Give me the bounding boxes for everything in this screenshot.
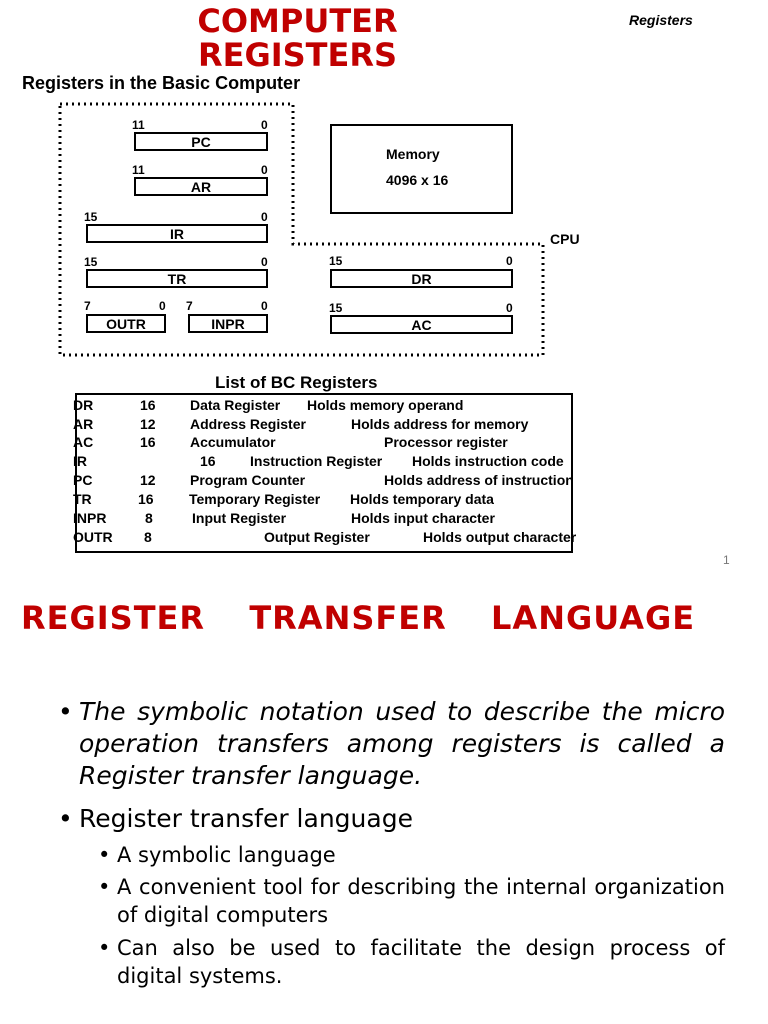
register-outr [86,314,166,333]
ar-hi-bit: 11 [132,163,145,177]
corner-tag: Registers [629,12,693,28]
table-cell-bits: 8 [144,529,152,545]
register-ir-label: IR [170,225,184,242]
table-cell-name: Program Counter [190,472,306,488]
table-cell-function: Holds instruction code [412,453,564,469]
table-cell-function: Holds input character [351,510,495,526]
table-cell-bits: 8 [145,510,153,526]
register-pc-label: PC [191,133,211,150]
list-title: List of BC Registers [215,373,378,392]
table-cell-symbol: IR [73,453,87,469]
table-cell-name: Address Register [190,416,306,432]
register-pc [134,132,268,151]
ac-lo-bit: 0 [506,301,513,315]
sub-bullet-3-text: Can also be used to facilitate the design process of digital systems. [117,936,725,988]
sub-bullet-3-dot: • [98,936,111,960]
table-cell-symbol: OUTR [73,529,113,545]
sub-bullet-2-dot: • [98,875,111,899]
table-cell-name: Accumulator [190,434,276,450]
ar-lo-bit: 0 [261,163,268,177]
table-cell-name: Output Register [264,529,370,545]
tr-hi-bit: 15 [84,255,98,269]
register-dr [330,269,513,288]
outr-hi-bit: 7 [84,299,91,313]
table-cell-function: Processor register [384,434,508,450]
register-tr [86,269,268,288]
ir-hi-bit: 15 [84,210,98,224]
rtl-title: REGISTER TRANSFER LANGUAGE [21,599,696,637]
register-ac-label: AC [411,316,432,333]
table-cell-symbol: AR [73,416,94,432]
dr-lo-bit: 0 [506,254,513,268]
bullet-2 [58,803,725,835]
bullet-2-dot: • [58,804,73,833]
page-number: 1 [723,553,730,567]
sub-bullet-1-dot: • [98,843,111,867]
register-tr-label: TR [167,270,187,287]
memory-size: 4096 x 16 [386,172,449,188]
sub-bullet-2 [98,873,725,929]
ir-lo-bit: 0 [261,210,268,224]
table-cell-function: Holds address of instruction [384,472,574,488]
table-cell-bits: 16 [200,453,216,469]
register-outr-label: OUTR [106,315,146,332]
register-dr-label: DR [411,270,432,287]
table-cell-symbol: DR [73,397,94,413]
register-ir [86,224,268,243]
sub-bullet-1-text: A symbolic language [117,843,336,867]
table-cell-bits: 12 [140,472,156,488]
sub-bullet-3 [98,934,725,990]
register-ar-label: AR [190,178,212,195]
register-ar [134,177,268,196]
memory-label: Memory [386,146,440,162]
table-cell-bits: 16 [138,491,154,507]
register-inpr [188,314,268,333]
slide-title-line1: COMPUTER [197,2,398,40]
table-cell-name: Data Register [190,397,281,413]
sub-bullet-1 [98,841,725,869]
table-cell-bits: 16 [140,434,156,450]
memory-block [330,124,513,214]
ac-hi-bit: 15 [329,301,343,315]
dr-hi-bit: 15 [329,254,343,268]
outr-lo-bit: 0 [159,299,166,313]
table-cell-name: Instruction Register [250,453,383,469]
bullet-1-text: The symbolic notation used to describe the micro operation transfers among registers is called a Register transfer language. [79,697,725,790]
inpr-lo-bit: 0 [261,299,268,313]
bullet-2-text: Register transfer language [79,804,413,833]
table-cell-bits: 16 [140,397,156,413]
table-cell-symbol: INPR [73,510,107,526]
bullet-1 [58,696,725,792]
table-cell-function: Holds temporary data [350,491,494,507]
register-ac [330,315,513,334]
table-cell-function: Holds address for memory [351,416,529,432]
slide-title-line2: REGISTERS [197,36,398,74]
table-cell-symbol: PC [73,472,93,488]
table-cell-symbol: AC [73,434,94,450]
table-cell-name: Temporary Register [189,491,321,507]
table-cell-name: Input Register [192,510,287,526]
inpr-hi-bit: 7 [186,299,193,313]
table-cell-bits: 12 [140,416,156,432]
pc-lo-bit: 0 [261,118,268,132]
sub-bullet-2-text: A convenient tool for describing the internal organization of digital computers [117,875,725,927]
table-cell-function: Holds memory operand [307,397,464,413]
table-cell-symbol: TR [73,491,92,507]
tr-lo-bit: 0 [261,255,268,269]
diagram-subtitle: Registers in the Basic Computer [22,73,301,93]
pc-hi-bit: 11 [132,118,145,132]
register-inpr-label: INPR [211,315,245,332]
bullet-1-dot: • [58,697,73,726]
cpu-label: CPU [550,231,580,247]
table-cell-function: Holds output character [423,529,577,545]
